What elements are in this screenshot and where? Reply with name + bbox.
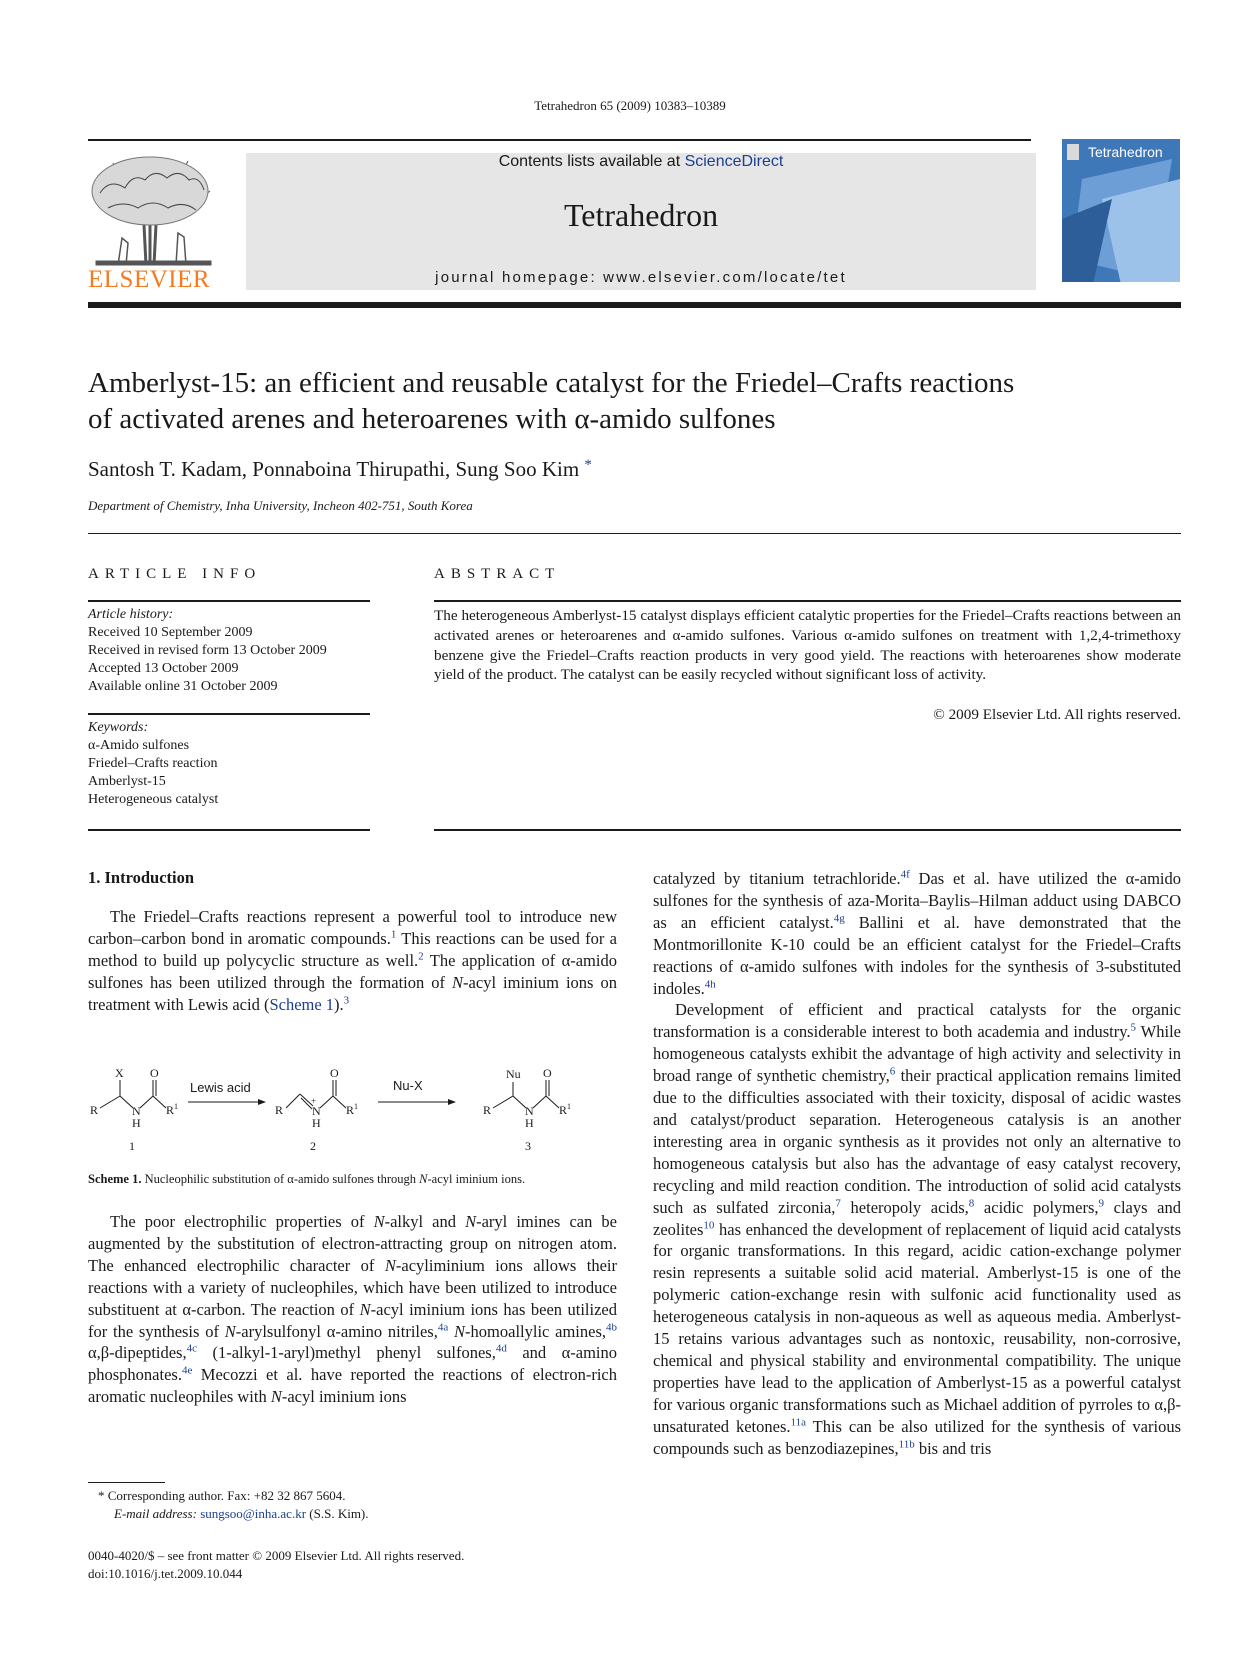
text-run: -alkyl and bbox=[384, 1212, 466, 1231]
cover-title: Tetrahedron bbox=[1088, 144, 1163, 160]
citation-link[interactable]: 4c bbox=[186, 1342, 197, 1355]
text-run: and α-amino phosphonates. bbox=[88, 1343, 617, 1385]
atom-plus: + bbox=[311, 1096, 317, 1106]
atom-r1: R bbox=[346, 1103, 355, 1117]
text-run: -acyl iminium ions has been utilized for the synthesis of bbox=[88, 1299, 617, 1341]
scheme-caption-label: Scheme 1. bbox=[88, 1172, 142, 1186]
italic-text: N bbox=[270, 1387, 282, 1407]
citation-link[interactable]: 8 bbox=[968, 1197, 975, 1210]
citation-link[interactable]: 9 bbox=[1098, 1197, 1104, 1210]
atom-n: N bbox=[525, 1104, 534, 1118]
scheme-link[interactable]: Scheme 1 bbox=[269, 994, 335, 1014]
text-run: clays and zeolites bbox=[653, 1197, 1181, 1239]
authors-text: Santosh T. Kadam, Ponnaboina Thirupathi, Sung Soo Kim bbox=[88, 457, 580, 481]
text-run: Development of efficient and practical catalysts for the organic transformation is a considerable interest to both academia and industry. bbox=[653, 1000, 1181, 1042]
citation-link[interactable]: 6 bbox=[889, 1065, 896, 1078]
text-run: -acyl iminium ions on treatment with Lewis acid ( bbox=[88, 972, 617, 1014]
abstract-text: The heterogeneous Amberlyst-15 catalyst displays efficient catalytic properties for the Friedel–Crafts reactions between an activated arenes or heteroarenes and α-amido sulfones. Various α-amido sulfones on treatment with 1,2,4-trimethoxy benzene give the Friedel–Crafts reaction products in very good yield. The reactions with heteroarenes show moderate yield of the product. The catalyst can be easily recycled without significant loss of activity. bbox=[434, 607, 1181, 684]
italic-text: N bbox=[452, 972, 464, 992]
italic-text: N bbox=[465, 1212, 477, 1231]
text-run: -acyl iminium ions bbox=[281, 1387, 407, 1407]
article-info-rule-mid bbox=[88, 713, 370, 715]
corresponding-author-mark[interactable]: * bbox=[584, 457, 592, 473]
history-label: Article history: bbox=[88, 607, 174, 622]
article-info-rule-bottom bbox=[88, 829, 370, 831]
italic-text: N bbox=[373, 1212, 385, 1231]
atom-o: O bbox=[330, 1066, 339, 1080]
atom-h: H bbox=[525, 1116, 534, 1130]
email-label: E-mail address: bbox=[114, 1506, 201, 1521]
footnote bbox=[88, 1487, 369, 1523]
history-received: Received 10 September 2009 bbox=[88, 625, 253, 640]
citation-link[interactable]: 2 bbox=[418, 950, 424, 963]
abstract-rule-bottom bbox=[434, 829, 1181, 831]
citation-link[interactable]: 1 bbox=[390, 928, 397, 941]
atom-n: N bbox=[132, 1104, 141, 1118]
elsevier-wordmark: ELSEVIER bbox=[88, 266, 211, 293]
citation-link[interactable]: 5 bbox=[1130, 1021, 1137, 1034]
text-run: Ballini et al. have demonstrated that the Montmorillonite K-10 could be an efficient catalyst for the Friedel–Crafts reactions of α-amido sulfones with indoles for the synthesis of 3-substituted indoles. bbox=[653, 912, 1181, 998]
citation-link[interactable]: 4f bbox=[900, 868, 910, 881]
intro-paragraph-1 bbox=[88, 906, 617, 1016]
text-run: The poor electrophilic properties of bbox=[110, 1212, 374, 1231]
atom-r1-sup: 1 bbox=[174, 1102, 178, 1111]
history-revised: Received in revised form 13 October 2009 bbox=[88, 643, 327, 658]
arrow-1-label: Lewis acid bbox=[190, 1080, 251, 1095]
text-run: Nucleophilic substitution of α-amido sulfones through bbox=[141, 1172, 420, 1186]
keyword-item: Amberlyst-15 bbox=[88, 774, 166, 789]
text-run: ). bbox=[334, 994, 344, 1014]
atom-r1: R bbox=[166, 1103, 175, 1117]
atom-n: N bbox=[312, 1104, 321, 1118]
keyword-item: Friedel–Crafts reaction bbox=[88, 756, 218, 771]
text-run: (1-alkyl-1-aryl)methyl phenyl sulfones, bbox=[197, 1343, 496, 1363]
keyword-item: Heterogeneous catalyst bbox=[88, 792, 219, 807]
affiliation-rule bbox=[88, 533, 1181, 534]
citation-link[interactable]: 4g bbox=[833, 912, 845, 925]
atom-r1-sup: 1 bbox=[354, 1102, 358, 1111]
article-title bbox=[88, 365, 1188, 437]
doi-line[interactable]: doi:10.1016/j.tet.2009.10.044 bbox=[88, 1566, 243, 1581]
sciencedirect-link[interactable]: ScienceDirect bbox=[684, 153, 784, 170]
atom-nu: Nu bbox=[506, 1067, 521, 1081]
top-rule bbox=[88, 139, 1031, 141]
text-run: This reactions can be used for a method to build up polycyclic structure as well. bbox=[88, 928, 617, 970]
journal-name: Tetrahedron bbox=[563, 197, 719, 233]
history-online: Available online 31 October 2009 bbox=[88, 679, 278, 694]
article-history bbox=[88, 606, 378, 696]
italic-text: N bbox=[359, 1299, 371, 1319]
atom-r: R bbox=[275, 1103, 284, 1117]
citation-link[interactable]: 4a bbox=[437, 1321, 449, 1334]
email-link[interactable]: sungsoo@inha.ac.kr bbox=[200, 1506, 307, 1521]
intro-right-column bbox=[653, 868, 1181, 1459]
arrow-2-label: Nu-X bbox=[393, 1078, 423, 1093]
running-head: Tetrahedron 65 (2009) 10383–10389 bbox=[534, 98, 726, 113]
citation-link[interactable]: 11b bbox=[898, 1438, 915, 1451]
article-info-heading: ARTICLE INFO bbox=[88, 566, 262, 582]
text-run: The application of α-amido sulfones has been utilized through the formation of bbox=[88, 950, 617, 992]
citation-link[interactable]: 3 bbox=[343, 994, 350, 1007]
text-run: -aryl imines can be augmented by the substitution of electron-attracting group on nitrogen atom. The enhanced electrophilic character of bbox=[88, 1212, 618, 1275]
title-line-1: Amberlyst-15: an efficient and reusable catalyst for the Friedel–Crafts reactions bbox=[88, 367, 1015, 399]
contents-line bbox=[246, 153, 1036, 171]
abstract-rule-top bbox=[434, 600, 1181, 602]
citation-link[interactable]: 11a bbox=[790, 1416, 806, 1429]
atom-r1-sup: 1 bbox=[567, 1102, 571, 1111]
text-run: bis and tris bbox=[914, 1438, 992, 1458]
footnote-fax: Corresponding author. Fax: +82 32 867 5604. bbox=[104, 1488, 346, 1503]
compound-2-label: 2 bbox=[310, 1139, 316, 1153]
keyword-item: α-Amido sulfones bbox=[88, 738, 190, 753]
title-line-2: of activated arenes and heteroarenes with α-amido sulfones bbox=[88, 403, 776, 435]
history-accepted: Accepted 13 October 2009 bbox=[88, 661, 239, 676]
text-run: -acyliminium ions allows their reactions with a variety of nucleophiles, which have been utilized to introduce substituent at α-carbon. The reaction of bbox=[88, 1255, 618, 1319]
abstract-heading: ABSTRACT bbox=[434, 566, 561, 582]
citation-link[interactable]: 7 bbox=[835, 1197, 841, 1210]
italic-text: N bbox=[419, 1172, 428, 1186]
affiliation: Department of Chemistry, Inha University, Incheon 402-751, South Korea bbox=[88, 498, 473, 513]
scheme-1-figure bbox=[88, 1064, 617, 1154]
keywords bbox=[88, 719, 378, 809]
text-run: -arylsulfonyl α-amino nitriles, bbox=[235, 1321, 438, 1341]
issn-line: 0040-4020/$ – see front matter © 2009 Elsevier Ltd. All rights reserved. bbox=[88, 1548, 465, 1563]
abstract-copyright: © 2009 Elsevier Ltd. All rights reserved. bbox=[933, 706, 1181, 723]
text-run: their practical application remains limited due to the difficulties associated with their toxicity, disposal of acidic wastes and catalyst/product separation. Heterogeneous catalysis is an another interesting area in organic synthesis as it provides not only an alternative to homogeneous catalysis but also has the advantage of easy catalyst recovery, recycling and mild reaction condition. The introduction of solid acid catalysts such as sulfated zirconia, bbox=[653, 1066, 1181, 1217]
compound-3-label: 3 bbox=[525, 1139, 531, 1153]
italic-text: N bbox=[384, 1255, 396, 1275]
journal-banner bbox=[246, 153, 1036, 290]
article-info-rule-top bbox=[88, 600, 370, 602]
text-run: -homoallylic amines, bbox=[465, 1321, 606, 1341]
section-heading: 1. Introduction bbox=[88, 868, 195, 887]
text-run: has enhanced the development of replacement of liquid acid catalysts for organic transformations. In this regard, acidic cation-exchange polymer resin represents a suitable solid acid material. Amberlyst-15 is one of the polymeric cation-exchange resin with sulfonic acid functionality used as heterogeneous catalysis in non-aqueous as well as aqueous media. Amberlyst-15 retains various advantages such as nontoxic, reusability, non-corrosive, chemical and physical stability and environmental compatibility. The unique properties have lead to the application of Amberlyst-15 as a powerful catalyst for various organic transformations such as Michael addition of pyrroles to α,β-unsaturated ketones. bbox=[653, 1219, 1181, 1436]
intro-paragraph-2 bbox=[88, 1211, 617, 1408]
text-run: The Friedel–Crafts reactions represent a powerful tool to introduce new carbon–carbon bond in aromatic compounds. bbox=[88, 907, 617, 948]
scheme-caption bbox=[88, 1172, 617, 1187]
front-matter-notice bbox=[88, 1547, 464, 1583]
citation-link[interactable]: 4d bbox=[495, 1342, 507, 1355]
atom-r: R bbox=[483, 1103, 492, 1117]
atom-r: R bbox=[90, 1103, 99, 1117]
journal-cover-image bbox=[1062, 139, 1180, 289]
atom-r1: R bbox=[559, 1103, 568, 1117]
compound-1-label: 1 bbox=[129, 1139, 135, 1153]
header-thick-rule bbox=[88, 302, 1181, 308]
italic-text: N bbox=[224, 1321, 236, 1341]
text-run: Mecozzi et al. have reported the reactions of electron-rich aromatic nucleophiles with bbox=[88, 1365, 617, 1407]
text-run: catalyzed by titanium tetrachloride. bbox=[653, 869, 901, 888]
text-run: heteropoly acids, bbox=[840, 1197, 969, 1217]
text-run: α,β-dipeptides, bbox=[88, 1343, 187, 1363]
text-run: Das et al. have utilized the α-amido sulfones for the synthesis of aza-Morita–Baylis–Hilman adduct using DABCO as an efficient catalyst. bbox=[653, 869, 1181, 932]
text-run: acidic polymers, bbox=[974, 1197, 1099, 1217]
text-run: This can be also utilized for the synthesis of various compounds such as benzodiazepines, bbox=[653, 1416, 1181, 1458]
text-run: While homogeneous catalysts exhibit the advantage of high activity and selectivity in broad range of synthetic chemistry, bbox=[653, 1022, 1181, 1086]
italic-text: N bbox=[454, 1321, 466, 1341]
atom-x: X bbox=[115, 1066, 124, 1080]
contents-prefix: Contents lists available at bbox=[498, 153, 685, 170]
citation-link[interactable]: 4h bbox=[704, 978, 716, 991]
citation-link[interactable]: 10 bbox=[703, 1219, 715, 1231]
journal-homepage[interactable]: journal homepage: www.elsevier.com/locate/tet bbox=[435, 269, 847, 286]
atom-o: O bbox=[150, 1066, 159, 1080]
atom-h: H bbox=[312, 1116, 321, 1130]
keywords-label: Keywords: bbox=[88, 720, 149, 735]
footnote-mark: * bbox=[98, 1488, 105, 1503]
citation-link[interactable]: 4e bbox=[181, 1364, 193, 1377]
atom-h: H bbox=[132, 1116, 141, 1130]
citation-link[interactable]: 4b bbox=[606, 1321, 617, 1334]
footnote-rule bbox=[88, 1482, 165, 1483]
text-run: -acyl iminium ions. bbox=[427, 1172, 526, 1186]
author-list bbox=[88, 457, 592, 482]
text-run: (S.S. Kim). bbox=[306, 1506, 369, 1521]
atom-o: O bbox=[543, 1066, 552, 1080]
